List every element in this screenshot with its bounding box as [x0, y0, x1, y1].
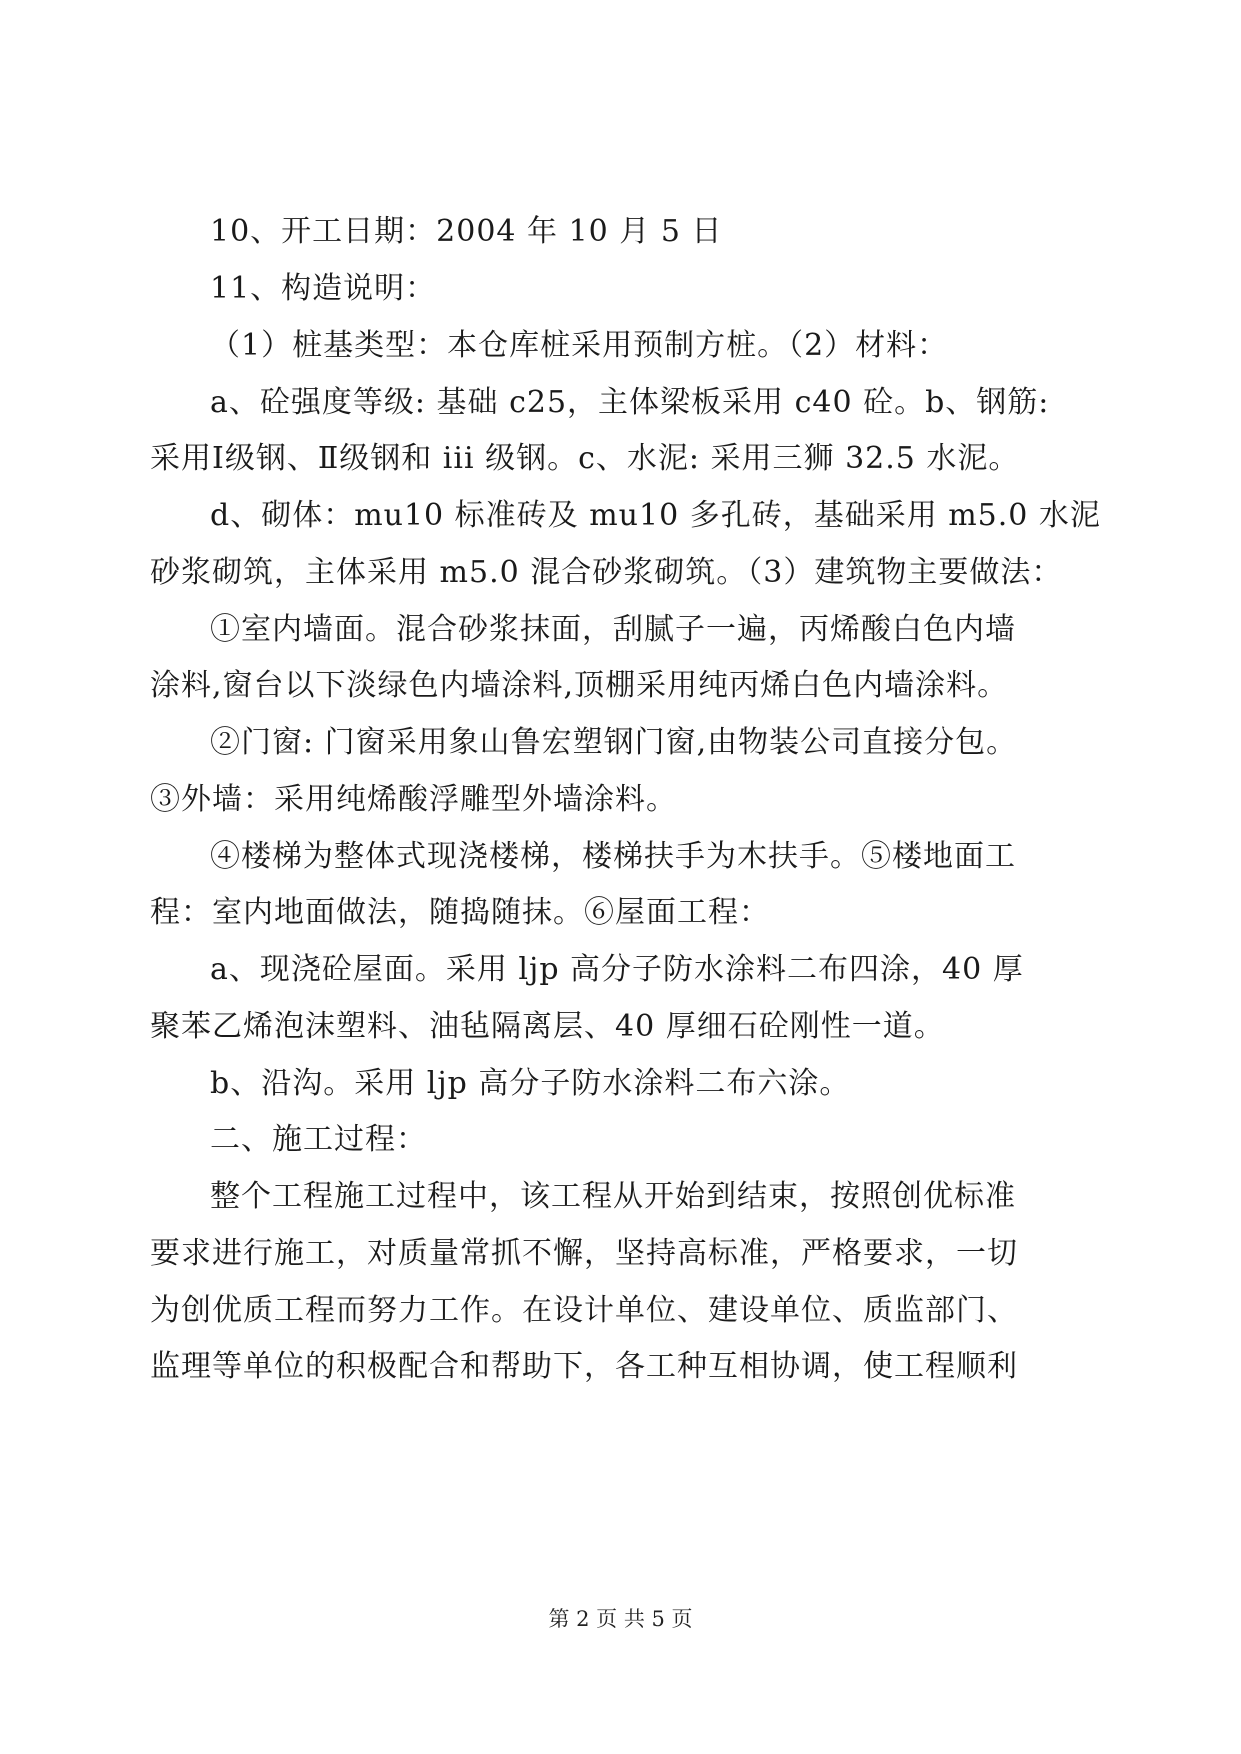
text-line: 涂料,窗台以下淡绿色内墙涂料,顶棚采用纯丙烯白色内墙涂料。: [150, 668, 1009, 703]
text-line: 要求进行施工，对质量常抓不懈，坚持高标准，严格要求，一切: [150, 1236, 1018, 1271]
text-line: 监理等单位的积极配合和帮助下，各工种互相协调，使工程顺利: [150, 1349, 1018, 1384]
text-line: ②门窗: 门窗采用象山鲁宏塑钢门窗,由物装公司直接分包。: [210, 725, 1018, 760]
text-line: ④楼梯为整体式现浇楼梯，楼梯扶手为木扶手。⑤楼地面工: [210, 839, 1016, 874]
text-line: a、现浇砼屋面。采用 ljp 高分子防水涂料二布四涂，40 厚: [210, 952, 1024, 987]
text-line: ③外墙：采用纯烯酸浮雕型外墙涂料。: [150, 782, 677, 817]
text-line: 11、构造说明：: [210, 271, 437, 306]
text-line: d、砌体：mu10 标准砖及 mu10 多孔砖，基础采用 m5.0 水泥: [210, 498, 1101, 533]
text-line: 整个工程施工过程中，该工程从开始到结束，按照创优标准: [210, 1179, 1016, 1214]
text-line: 10、开工日期：2004 年 10 月 5 日: [210, 214, 723, 249]
text-line: 采用Ⅰ级钢、Ⅱ级钢和 iii 级钢。c、水泥: 采用三狮 32.5 水泥。: [150, 441, 1020, 476]
text-line: b、沿沟。采用 ljp 高分子防水涂料二布六涂。: [210, 1066, 851, 1101]
text-line: 为创优质工程而努力工作。在设计单位、建设单位、质监部门、: [150, 1293, 1018, 1328]
page-number-footer: 第 2 页 共 5 页: [548, 1607, 693, 1631]
text-line: ①室内墙面。混合砂浆抹面，刮腻子一遍，丙烯酸白色内墙: [210, 612, 1016, 647]
text-line: 聚苯乙烯泡沫塑料、油毡隔离层、40 厚细石砼刚性一道。: [150, 1009, 945, 1044]
text-line: 砂浆砌筑，主体采用 m5.0 混合砂浆砌筑。（3）建筑物主要做法：: [150, 555, 1063, 590]
text-line: 程：室内地面做法，随捣随抹。⑥屋面工程：: [150, 895, 770, 930]
text-line: （1）桩基类型：本仓库桩采用预制方桩。（2）材料：: [210, 328, 949, 363]
text-line: a、砼强度等级: 基础 c25，主体梁板采用 c40 砼。b、钢筋:: [210, 385, 1050, 420]
section-heading: 二、施工过程：: [210, 1122, 427, 1157]
